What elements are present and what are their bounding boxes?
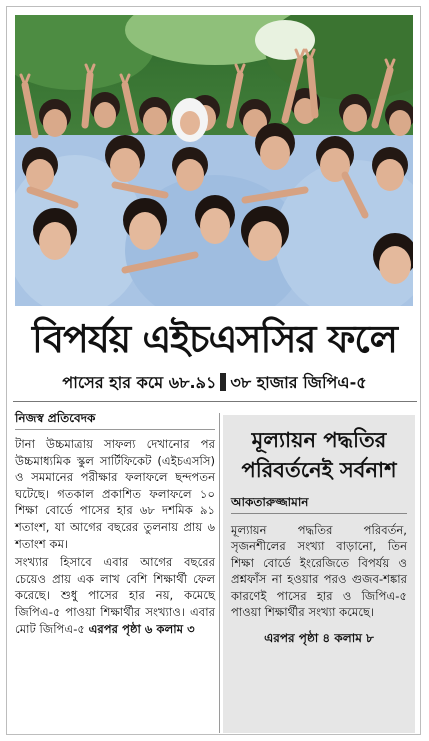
- article-paragraph-text: সংখ্যার হিসাবে এবার আগের বছরের চেয়েও প্রায় এক লাখ বেশি শিক্ষার্থী ফেল করেছে। শুধু পাসের হার নয়, কমেছে জিপিএ-৫ পাওয়া শিক্ষার্থীর সংখ্যাও। এবার মোট জিপিএ-৫: [15, 555, 215, 636]
- sidebar-title: মূল্যায়ন পদ্ধতির পরিবর্তনেই সর্বনাশ: [241, 427, 397, 482]
- separator-bar: [220, 373, 226, 391]
- headline: বিপর্যয় এইচএসসির ফলে: [32, 316, 397, 361]
- article-paragraph: [15, 554, 215, 637]
- article-paragraph: টানা উচ্চমাত্রায় সাফল্য দেখানোর পর উচ্চমাধ্যমিক স্কুল সার্টিফিকেট (এইচএসসি) ও সমমানের পরীক্ষার ফলাফলে ছন্দপতন ঘটেছে। গতকাল প্রকাশিত ফলাফলে ১০ শিক্ষা বোর্ডে পাসের হার ৬৮ দশমিক ৯১ শতাংশ, যা আগের বছরের তুলনায় প্রায় ৬ শতাংশ কম।: [15, 437, 215, 551]
- sidebar-article: [223, 415, 415, 733]
- main-article: [15, 409, 215, 735]
- subhead-pass-rate: পাসের হার কমে ৬৮.৯১: [62, 373, 217, 392]
- sidebar-text: মূল্যায়ন পদ্ধতির পরিবর্তন, সৃজনশীলের সংখ্যা বাড়ানো, তিন শিক্ষা বোর্ডে ইংরেজিতে বিপর্যয় ও প্রশ্নফাঁস না হওয়ার পরও গুজব-শঙ্কার কারণেই পাসের হার ও জিপিএ-৫ পাওয়া শিক্ষার্থীর সংখ্যা কমেছে।: [231, 523, 407, 620]
- sidebar-continued-on-link[interactable]: এরপর পৃষ্ঠা ৪ কলাম ৮: [264, 631, 374, 646]
- newspaper-clipping: [6, 6, 421, 735]
- students-celebrating-photo: [15, 15, 413, 306]
- subhead-gpa5: ৩৮ হাজার জিপিএ-৫: [230, 373, 367, 392]
- column-divider: [219, 413, 220, 733]
- subheadline: [7, 371, 421, 395]
- continued-on-link[interactable]: এরপর পৃষ্ঠা ৬ কলাম ৩: [88, 621, 195, 636]
- article-byline: নিজস্ব প্রতিবেদক: [15, 409, 215, 430]
- divider-rule: [13, 401, 417, 402]
- sidebar-byline: আকতারুজ্জামান: [231, 493, 407, 514]
